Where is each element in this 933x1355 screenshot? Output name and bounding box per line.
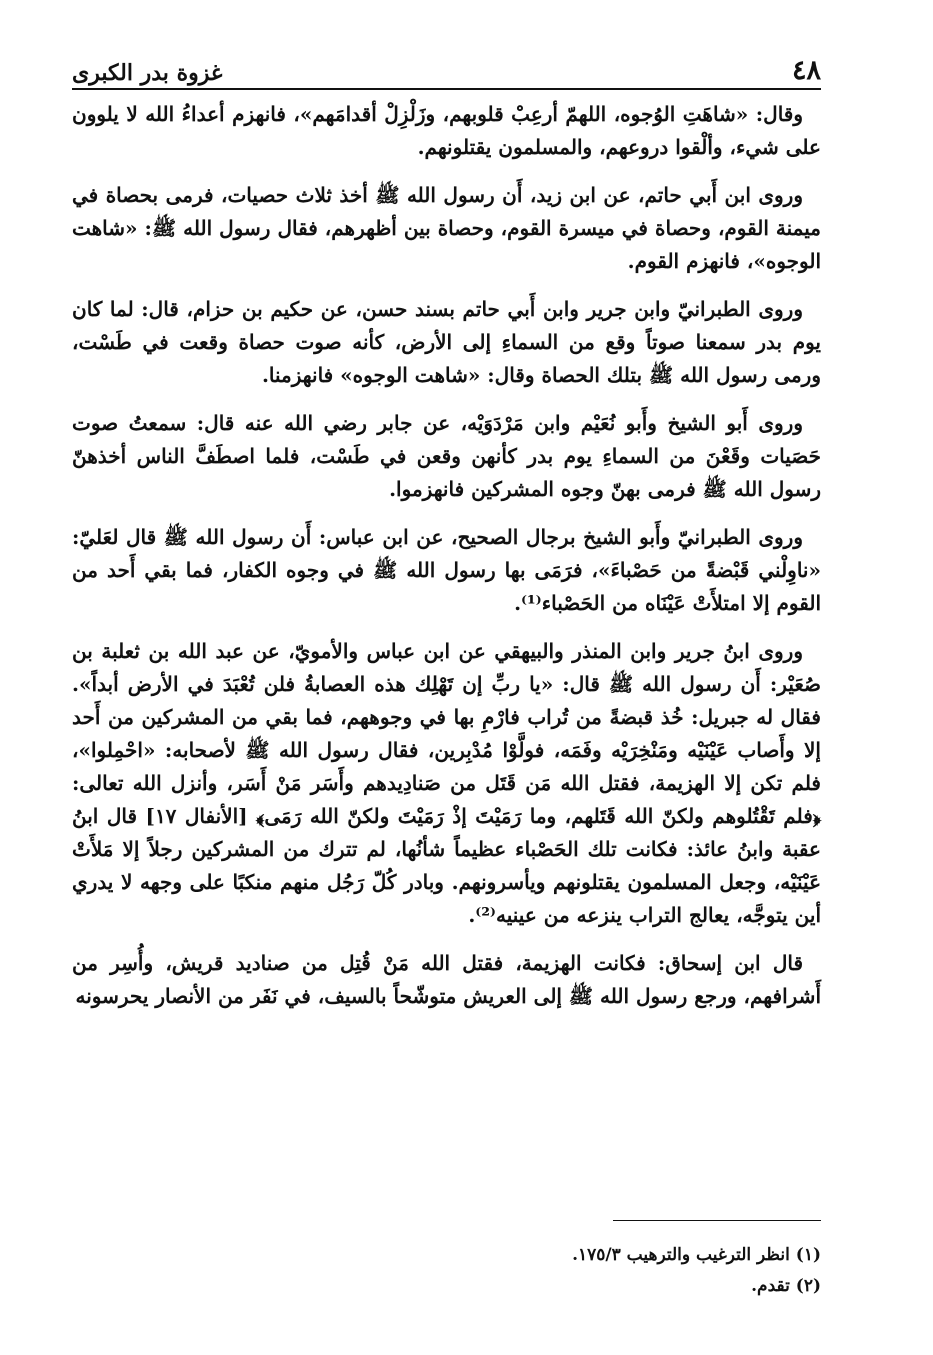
- header-divider: [72, 88, 821, 90]
- paragraph: وقال: «شاهَتِ الوُجوه، اللهمّ أرعِبْ قلوبهم، وزَلْزِلْ أقدامَهم»، فانهزم أعداءُ الله لا يلوون على شيء، وألْقوا دروعهم، والمسلمون يقتلونهم.: [72, 102, 821, 159]
- footnotes: [72, 1240, 821, 1302]
- paragraph: وروى الطبرانيّ وابن جرير وابن أَبي حاتم بسند حسن، عن حكيم بن حزام، قال: لما كان يوم بدر سمعنا صوتاً وقع من السماءِ إلى الأرض، كأنه صوت حصاة وقعت في طَسْت، ورمى رسول الله ﷺ بتلك الحصاة وقال: «شاهت الوجوه» فانهزمنا.: [72, 297, 821, 387]
- paragraph: وروى الطبرانيّ وأَبو الشيخ برجال الصحيح، عن ابن عباس: أَن رسول الله ﷺ قال لعَليّ: «ناوِلْني قَبْضةً من حَصْباءَ»، فرَمَى بها رسول الله ﷺ في وجوه الكفار، فما بقي أَحد من القوم إلا امتلأَتْ عَيْنَاه من الحَصْباء⁽¹⁾.: [72, 525, 821, 615]
- page-number: ٤٨: [791, 55, 821, 86]
- paragraph: وروى ابنُ جرير وابن المنذر والبيهقي عن ابن عباس والأمويّ، عن عبد الله بن ثعلبة بن صُعَيْر: أَن رسول الله ﷺ قال: «يا ربِّ إن تَهْلِك هذه العصابةُ فلن تُعْبَدَ في الأرض أبداً». فقال له جبريل: خُذ قبضةً من تُراب فارْمِ بها في وجوههم، فما بقي من المشركين من أَحد إلا وأَصاب عَيْنَيْه ومَنْخِرَيْه وفَمَه، فولَّوْا مُدْبِرين، فقال رسول الله ﷺ لأصحابه: «احْمِلوا»، فلم تكن إلا الهزيمة، فقتل الله مَن قَتَل من صَنادِيدهم وأَسَر مَنْ أَسَر، وأنزل الله تعالى: ﴿فلم تَقْتُلوهم ولكنّ الله قَتَلهم، وما رَمَيْتَ إذْ رَمَيْتَ ولكنّ الله رَمَى﴾ [الأنفال ١٧] قال ابنُ عقبة وابنُ عائذ: فكانت تلك الحَصْباء عظيماً شأنُها، لم تترك من المشركين رجلاً إلا مَلأَتْ عَيْنَيْه، وجعل المسلمون يقتلونهم ويأسرونهم. وبادر كُلّ رَجُل منهم منكبًا على وجهه لا يدري أين يتوجَّه، يعالج التراب ينزعه من عينيه⁽²⁾.: [72, 639, 821, 927]
- paragraph: وروى ابن أَبي حاتم، عن ابن زيد، أَن رسول الله ﷺ أخذ ثلاث حصيات، فرمى بحصاة في ميمنة القوم، وحصاة في ميسرة القوم، وحصاة بين أظهرهم، فقال رسول الله ﷺ: «شاهت الوجوه»، فانهزم القوم.: [72, 183, 821, 273]
- footnote-divider: [613, 1220, 821, 1221]
- page-header: [72, 40, 821, 84]
- paragraph: وروى أَبو الشيخ وأَبو نُعَيْم وابن مَرْدَوَيْه، عن جابر رضي الله عنه قال: سمعتُ صوت حَصَيات وقَعْنَ من السماءِ يوم بدر كأنهن وقعن في طَسْت، فلما اصطَفَّ الناس أخذهنّ رسول الله ﷺ فرمى بهنّ وجوه المشركين فانهزموا.: [72, 411, 822, 501]
- footnote: (١) انظر الترغيب والترهيب ١٧٥/٣.: [572, 1245, 821, 1265]
- footnote: (٢) تقدم.: [751, 1276, 821, 1296]
- paragraph: قال ابن إسحاق: فكانت الهزيمة، فقتل الله مَنْ قُتِل من صناديد قريش، وأُسِر من أَشرافهم، ورجع رسول الله ﷺ إلى العريش متوشّحاً بالسيف، في نَفَر من الأنصار يحرسونه: [72, 951, 821, 1008]
- running-title: غزوة بدر الكبرى: [72, 60, 223, 86]
- main-text: [72, 98, 821, 1028]
